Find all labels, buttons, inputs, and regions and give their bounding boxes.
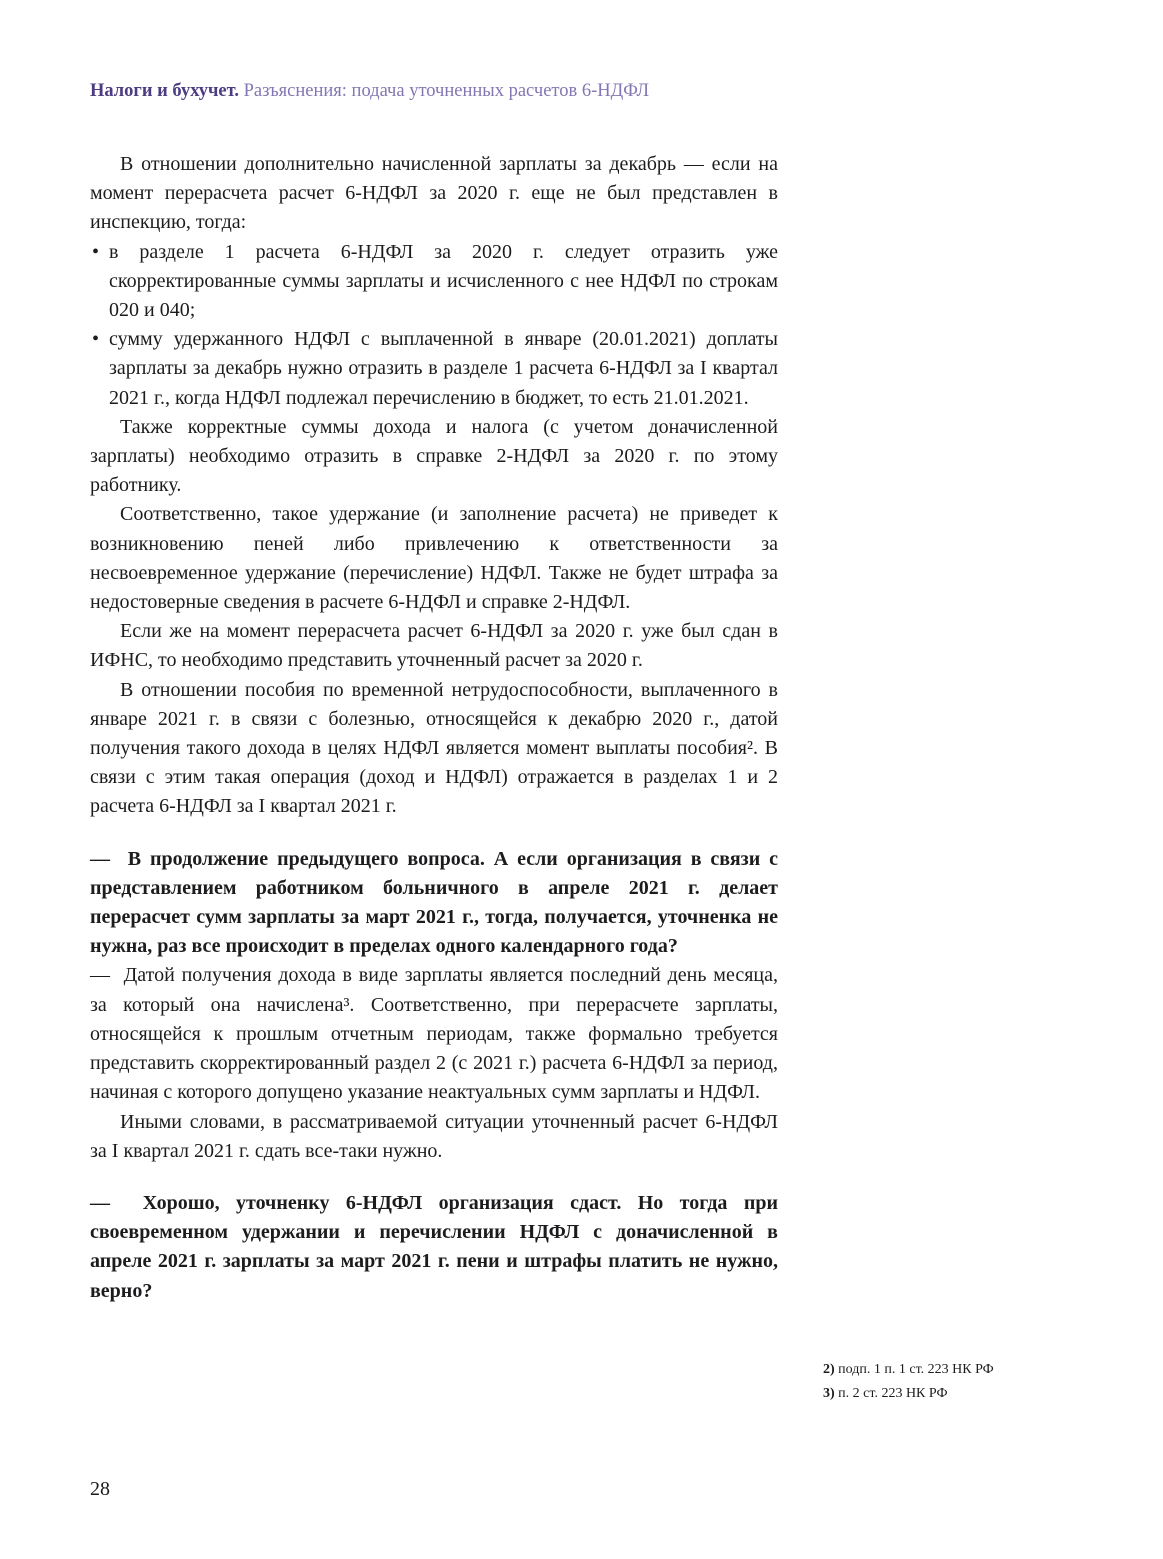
paragraph: Иными словами, в рассматриваемой ситуации уточненный расчет 6-НДФЛ за I квартал 2021 г. сдать все-таки нужно. [90,1110,778,1162]
magazine-title: Налоги и бухучет. [90,81,239,101]
footnote [823,1358,1093,1382]
section-subtitle: Разъяснения: подача уточненных расчетов 6-НДФЛ [238,81,650,101]
question-paragraph: — Хорошо, уточненку 6-НДФЛ организация сдаст. Но тогда при своевременном удержании и перечислении НДФЛ с доначисленной в апреле 2021 г. зарплаты за март 2021 г. пени и штрафы платить не нужно, верно? [90,1191,778,1302]
footnote-text: подп. 1 п. 1 ст. 223 НК РФ [838,1362,994,1377]
footnote-number: 3) [823,1386,839,1401]
bullet-icon: • [92,328,100,351]
paragraph: В отношении дополнительно начисленной зарплаты за декабрь — если на момент перерасчета расчет 6-НДФЛ за 2020 г. еще не был представлен в инспекцию, тогда: [90,153,778,234]
article-body [90,150,778,1306]
paragraph: Соответственно, такое удержание (и заполнение расчета) не приведет к возникновению пеней либо привлечению к ответственности за несвоевременное удержание (перечисление) НДФЛ. Также не будет штрафа за недостоверные сведения в расчете 6-НДФЛ и справке 2-НДФЛ. [90,503,778,614]
paragraph: Также корректные суммы дохода и налога (с учетом доначисленной зарплаты) необходимо отразить в справке 2-НДФЛ за 2020 г. по этому работнику. [90,415,778,497]
question-paragraph: — В продолжение предыдущего вопроса. А если организация в связи с представлением работником больничного в апреле 2021 г. делает перерасчет сумм зарплаты за март 2021 г., тогда, получается, уточненка не нужна, раз все происходит в пределах одного календарного года? [90,847,778,958]
footnote-text: п. 2 ст. 223 НК РФ [838,1386,948,1401]
page-header [90,79,649,103]
paragraph: В отношении пособия по временной нетрудоспособности, выплаченного в январе 2021 г. в связи с болезнью, относящейся к декабрю 2020 г., датой получения такого дохода в целях НДФЛ является момент выплаты пособия². В связи с этим такая операция (доход и НДФЛ) отражается в разделах 1 и 2 расчета 6-НДФЛ за I квартал 2021 г. [90,678,778,818]
bullet-text: в разделе 1 расчета 6-НДФЛ за 2020 г. следует отразить уже скорректированные суммы зарплаты и исчисленного с нее НДФЛ по строкам 020 и 040; [109,240,778,322]
bullet-icon: • [92,240,100,263]
page-number: 28 [90,1478,110,1500]
footnote [823,1382,1093,1406]
footnote-number: 2) [823,1362,839,1377]
bullet-text: сумму удержанного НДФЛ с выплаченной в январе (20.01.2021) доплаты зарплаты за декабрь нужно отразить в разделе 1 расчета 6-НДФЛ за I квартал 2021 г., когда НДФЛ подлежал перечислению в бюджет, то есть 21.01.2021. [109,328,778,409]
paragraph: — Датой получения дохода в виде зарплаты является последний день месяца, за который она начислена³. Соответственно, при перерасчете зарплаты, относящейся к прошлым отчетным периодам, также формально требуется представить скорректированный раздел 2 (с 2021 г.) расчета 6-НДФЛ за период, начиная с которого допущено указание неактуальных сумм зарплаты и НДФЛ. [90,964,778,1104]
bullet-item [90,238,778,326]
bullet-item [90,325,778,413]
footnotes [823,1358,1093,1406]
paragraph: Если же на момент перерасчета расчет 6-НДФЛ за 2020 г. уже был сдан в ИФНС, то необходимо представить уточненный расчет за 2020 г. [90,620,778,672]
